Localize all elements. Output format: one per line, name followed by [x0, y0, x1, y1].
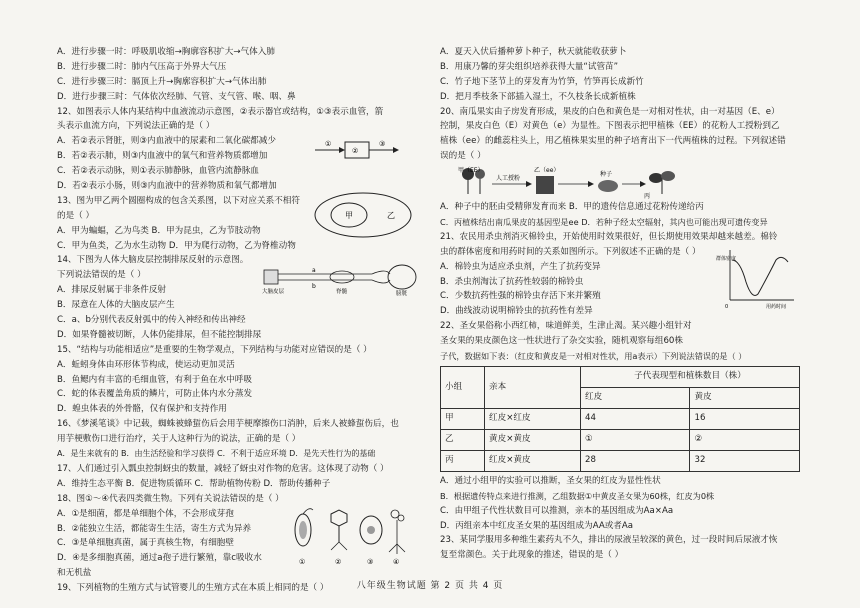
blood-flow-diagram [315, 136, 401, 164]
text-line: D．曲线波动说明棉铃虫的抗药性有差异 [440, 306, 593, 317]
label-cortex: 大脑皮层 [262, 289, 285, 296]
text-line: A．是生来就有的 B．由生活经验和学习获得 C．不利于适应环境 D．是先天性行为的基础 [57, 449, 376, 459]
text-line: 虫的群体密度和用药时间的关系如图所示。下列叙述不正确的是（ ） [440, 246, 701, 257]
text-line: A．进行步骤一时：呼吸肌收缩→胸廓容积扩大→气体入肺 [57, 47, 275, 57]
text-line: B．若②表示肺，则③内血液中的氧气和营养物质都增加 [57, 151, 268, 162]
text-line: 头表示血流方向，下列说法正确的是（ ） [57, 121, 215, 132]
question-21: 21、农民用杀虫剂消灭棉铃虫，开始使用时效果很好，但长期使用效果却越来越差。棉铃 [440, 231, 778, 242]
text-line: D．进行步骤三时：气体依次经肺、气管、支气管、喉、咽、鼻 [57, 91, 296, 102]
table-row [441, 450, 800, 471]
question-15: 15、“结构与功能相适应”是重要的生物学观点，下列结构与功能对应错误的是（ ） [57, 344, 372, 355]
text-line: 和无机盐 [57, 568, 92, 579]
label-bladder: 膀胱 [396, 291, 408, 297]
q18-figure-row [57, 492, 412, 581]
text-line: C．若②表示动脉，则①表示肺静脉，血管内流静脉血 [57, 166, 259, 177]
question-16: 16、《梦溪笔谈》中记载，蜘蛛被蜂蜇伤后会用芋梗摩擦伤口消肿，后来人被蜂蜇伤后，也 [57, 419, 399, 430]
cell-group: 丙 [441, 450, 485, 471]
text-line: A．蚯蚓身体由环形体节构成，使运动更加灵活 [57, 359, 235, 370]
text-line: A．种子中的胚由受精卵发育而来 B．甲的遗传信息通过花粉传递给丙 [440, 202, 704, 213]
text-line: 复至常颜色。关于此现象的推述，错误的是（ ） [440, 550, 624, 561]
label-seed: 种子 [600, 171, 613, 179]
text-line: B．根据遗传特点来进行推测，乙组数据①中黄皮圣女果为60株，红皮为0株 [440, 490, 715, 501]
urination-reflex-diagram [262, 262, 422, 296]
question-19: 19、下列植物的生殖方式与试管婴儿的生殖方式在本质上相同的是（ ） [57, 583, 329, 594]
label-pollination: 人工授粉 [496, 175, 521, 183]
cell-red: 28 [581, 450, 690, 471]
text-line: C．③是单细胞真菌，属于真核生物，有细胞壁 [57, 538, 234, 549]
text-line: D．蝗虫体表的外骨骼，仅有保护和支持作用 [57, 404, 227, 415]
text-line: B．鱼鳃内有丰富的毛细血管，有利于鱼在水中呼吸 [57, 374, 252, 385]
axis-label-time: 用药时间 [766, 303, 787, 310]
cell-parent: 黄皮×黄皮 [485, 429, 581, 450]
microorganisms-diagram [289, 506, 411, 568]
question-12: 12、如图表示人体内某结构中血液流动示意图，②表示器官或结构，①③表示血管，箭 [57, 106, 384, 117]
header-parent: 亲本 [485, 366, 581, 408]
text-line: 控制，果皮白色（E）对黄色（e）为显性。下图表示把甲植株（EE）的花粉人工授粉到乙 [440, 121, 780, 132]
cell-group: 乙 [441, 429, 485, 450]
vessel-label-3: ③ [379, 140, 386, 149]
text-line: C．甲为鱼类，乙为水生动物 D．甲为爬行动物，乙为脊椎动物 [57, 240, 296, 251]
label-spinal-cord: 脊髓 [336, 289, 348, 296]
text-line: 植株（ee）的雌蕊柱头上，用乙植株果实里的种子培育出下一代两植株的过程。下列叙述错 [440, 136, 786, 147]
text-line: 的是（ ） [57, 210, 95, 221]
axis-label-density: 群体密度 [716, 255, 737, 262]
text-line: D．若②表示小肠，则③内血液中的营养物质和氧气都增加 [57, 181, 277, 192]
question-14: 14、下图为人体大脑皮层控制排尿反射的示意图。 [57, 255, 249, 266]
header-offspring: 子代表现型和植株数目（株） [581, 366, 800, 387]
text-line: A．若②表示肾脏，则③内血液中的尿素和二氧化碳都减少 [57, 136, 276, 147]
cell-parent: 红皮×红皮 [485, 408, 581, 429]
microbe-label-3: ③ [367, 557, 374, 566]
text-line: A．夏天入伏后播种萝卜种子，秋天就能收获萝卜 [440, 47, 627, 57]
cell-red: ① [581, 429, 690, 450]
microbe-label-1: ① [299, 557, 306, 566]
text-line: A．甲为蝙蝠，乙为鸟类 B．甲为昆虫，乙为节肢动物 [57, 225, 261, 236]
text-line: 用芋梗敷伤口进行治疗，关于人这种行为的说法，正确的是（ ） [57, 434, 301, 445]
pest-density-curve [716, 246, 796, 310]
circle-label-yi: 乙 [387, 210, 395, 220]
text-line: C．丙植株结出南瓜果皮的基因型是ee D．若种子经太空辐射，其内也可能出现可遗传变异 [440, 217, 768, 228]
question-17: 17、人们通过引入瓢虫控制蚜虫的数量，减轻了蚜虫对作物的危害。这体现了动物（ ） [57, 463, 389, 474]
cell-group: 甲 [441, 408, 485, 429]
text-line: A．维持生态平衡 B．促进物质循环 C．帮助植物传粉 D．帮助传播种子 [57, 478, 331, 489]
circle-label-jia: 甲 [345, 210, 353, 220]
header-red: 红皮 [581, 387, 690, 408]
text-line: B．杀虫剂淘汰了抗药性较弱的棉铃虫 [440, 276, 584, 287]
text-line: 误的是（ ） [440, 151, 486, 162]
page-footer: 八年级生物试题 第 2 页 共 4 页 [356, 581, 504, 591]
text-line: A．①是细菌，都是单细胞个体，不会形成芽孢 [57, 508, 234, 519]
inclusion-circles-diagram [313, 190, 413, 240]
text-line: D．丙组亲本中红皮圣女果的基因组成为AA或者Aa [440, 520, 634, 531]
vessel-label-1: ① [325, 140, 332, 149]
microbe-label-4: ④ [393, 557, 400, 566]
cell-parent: 红皮×黄皮 [485, 450, 581, 471]
text-line: 子代，数据如下表：（红皮和黄皮是一对相对性状，用a表示）下列说法错误的是（ ） [440, 351, 747, 362]
cross-results-table [440, 366, 800, 472]
table-row [441, 429, 800, 450]
label-plant-bing: 丙 [644, 193, 651, 201]
axis-origin: 0 [725, 303, 729, 310]
cell-yellow: 16 [690, 408, 800, 429]
cell-yellow: 32 [690, 450, 800, 471]
text-line: C．由甲组子代性状数目可以推测，亲本的基因组成为Aa×Aa [440, 505, 674, 516]
header-yellow: 黄皮 [690, 387, 800, 408]
text-line: A．棉铃虫为适应杀虫剂，产生了抗药变异 [440, 261, 601, 272]
text-line: B．进行步骤二时：肺内气压高于外界大气压 [57, 61, 227, 72]
text-line: D．如果脊髓被切断，人体仍能排尿，但不能控制排尿 [57, 329, 262, 340]
header-group: 小组 [441, 366, 485, 408]
label-plant-yi: 乙（ee） [534, 167, 560, 175]
text-line: C．进行步骤三时：膈顶上升→胸廓容积扩大→气体出肺 [57, 76, 267, 87]
organ-label-2: ② [352, 147, 359, 156]
text-line: D．把月季枝条下部插入湿土，不久枝条长成新植株 [440, 91, 636, 102]
text-line: B．尿意在人体的大脑皮层产生 [57, 300, 175, 311]
cell-red: 44 [581, 408, 690, 429]
question-22: 22、圣女果俗称小西红柿，味道鲜美，生津止渴。某兴趣小组针对 [440, 321, 692, 332]
text-line: C．蛇的体表覆盖角质的鳞片，可防止体内水分蒸发 [57, 389, 253, 400]
q12-figure-row [57, 134, 412, 164]
text-line: A．通过小组甲的实验可以推断，圣女果的红皮为显性性状 [440, 475, 661, 486]
label-a: a [312, 267, 316, 275]
text-line: 圣女果的果皮颜色这一性状进行了杂交实验，随机观察每组60株 [440, 336, 683, 347]
question-13: 13、图为甲乙两个圆圈构成的包含关系图，以下对应关系不相符 [57, 195, 300, 206]
text-line: D．④是多细胞真菌，通过a孢子进行繁殖，靠c吸收水 [57, 553, 262, 564]
left-column [57, 45, 412, 596]
label-b: b [312, 283, 316, 291]
cell-yellow: ② [690, 429, 800, 450]
q21-figure-row [440, 255, 805, 320]
text-line: C．少数抗药性强的棉铃虫存活下来并繁殖 [440, 291, 601, 302]
table-row [441, 408, 800, 429]
label-plant-jia: 甲（EE） [458, 167, 484, 175]
question-23: 23、某同学服用多种维生素药丸不久，排出的尿液呈较深的黄色，过一段时间后尿液才恢 [440, 535, 778, 546]
text-line: C．a、b分别代表反射弧中的传入神经和传出神经 [57, 315, 246, 326]
question-18: 18、图①～④代表四类微生物。下列有关说法错误的是（ ） [57, 493, 284, 504]
right-column [440, 45, 805, 563]
question-20: 20、南瓜果实由子房发育形成，果皮的白色和黄色是一对相对性状，由一对基因（E、e） [440, 106, 780, 117]
q14-figure-row [57, 268, 412, 313]
text-line: 下列说法错误的是（ ） [57, 270, 146, 281]
text-line: B．②能独立生活，都能寄生生活，寄生方式为异养 [57, 523, 252, 534]
text-line: A．排尿反射属于非条件反射 [57, 285, 167, 296]
pollination-diagram [458, 164, 688, 200]
text-line: B．用康乃馨的芽尖组织培养获得大量“试管苗” [440, 61, 619, 72]
q13-figure-row [57, 194, 412, 224]
text-line: C．竹子地下茎节上的芽发育为竹笋，竹笋再长成新竹 [440, 76, 644, 87]
microbe-label-2: ② [335, 557, 342, 566]
